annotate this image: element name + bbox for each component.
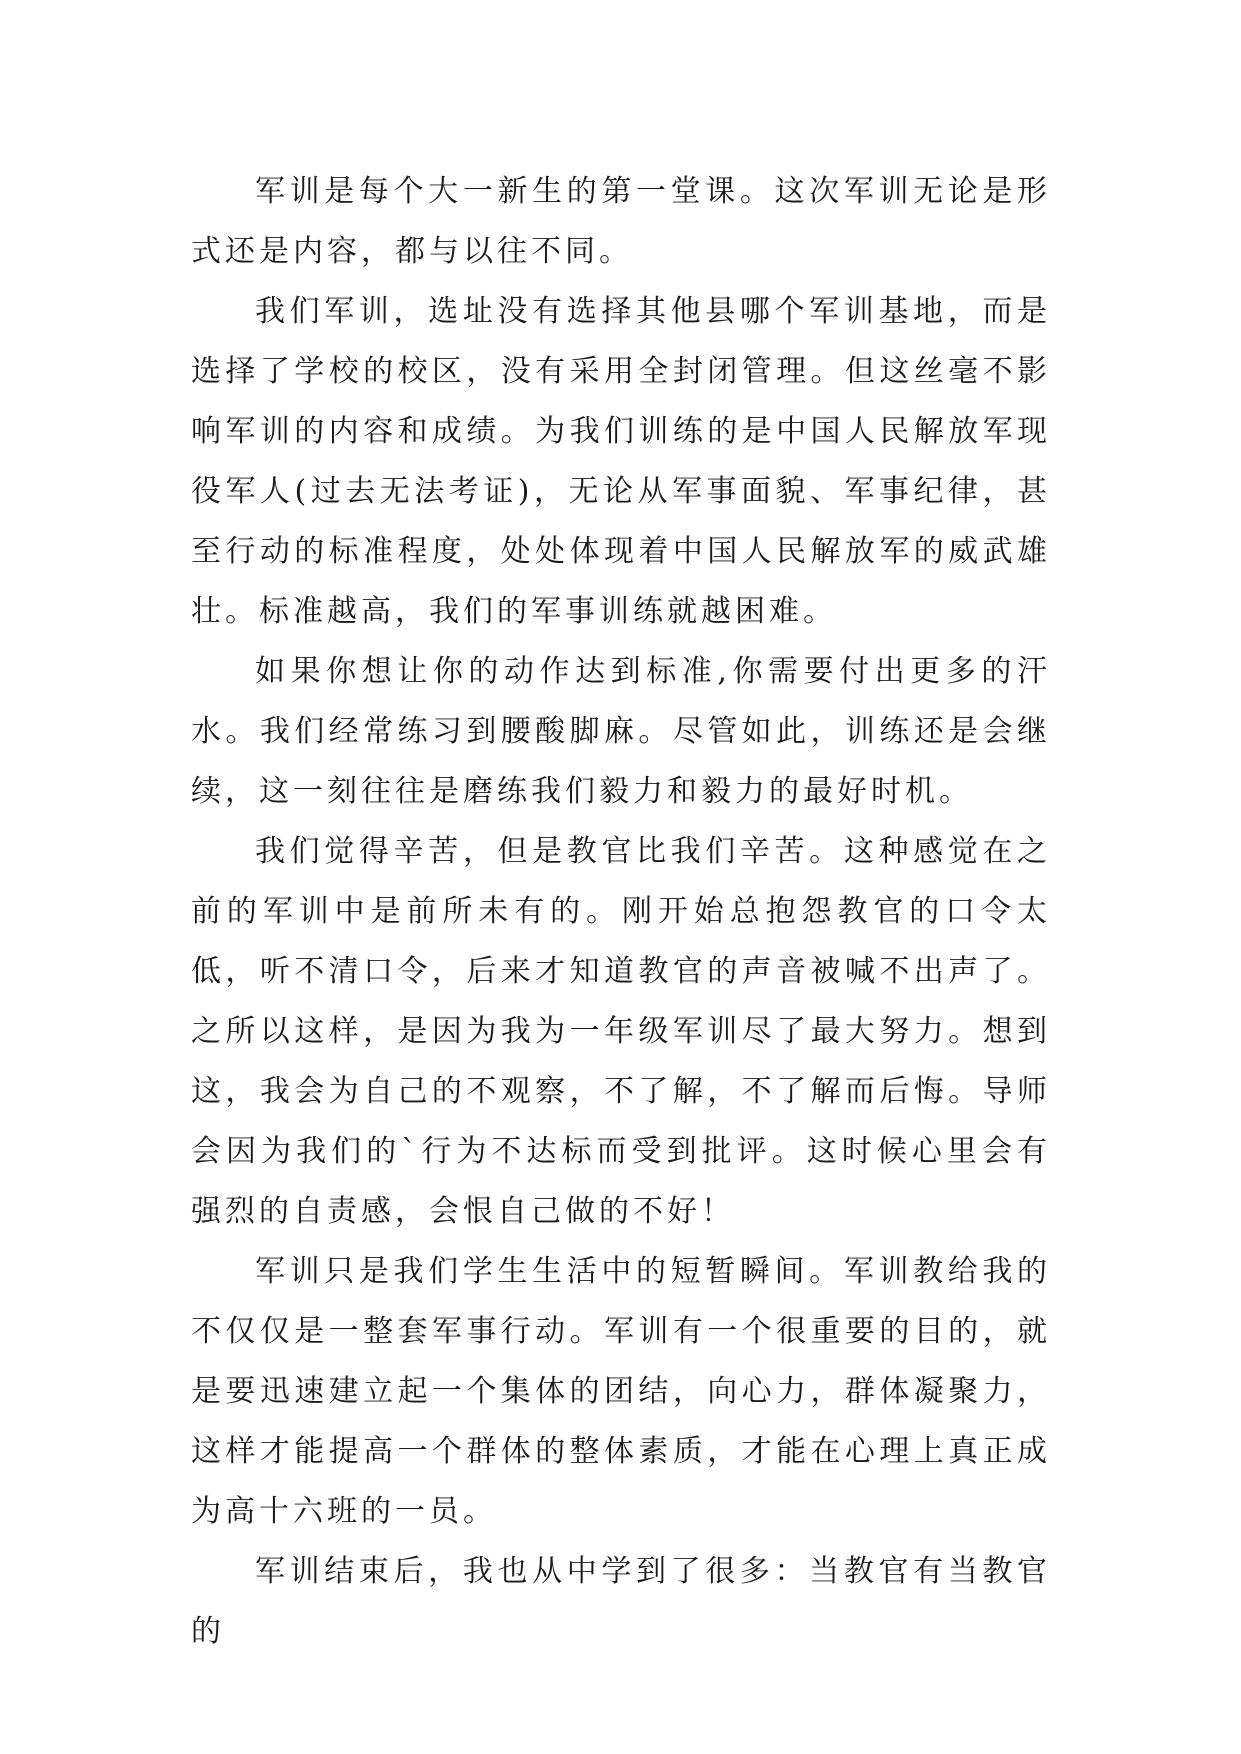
paragraph-4: 我们觉得辛苦，但是教官比我们辛苦。这种感觉在之前的军训中是前所未有的。刚开始总抱怨教官的口令太低，听不清口令，后来才知道教官的声音被喊不出声了。之所以这样，是因为我为一年级军训尽了最大努力。想到这，我会为自己的不观察，不了解，不了解而后悔。导师会因为我们的`行为不达标而受到批评。这时候心里会有强烈的自责感，会恨自己做的不好！ — [191, 834, 1051, 1229]
paragraph-2: 我们军训，选址没有选择其他县哪个军训基地，而是选择了学校的校区，没有采用全封闭管理。但这丝毫不影响军训的内容和成绩。为我们训练的是中国人民解放军现役军人(过去无法考证)，无论从军事面貌、军事纪律，甚至行动的标准程度，处处体现着中国人民解放军的威武雄壮。标准越高，我们的军事训练就越困难。 — [191, 294, 1051, 629]
paragraph-3: 如果你想让你的动作达到标准,你需要付出更多的汗水。我们经常练习到腰酸脚麻。尽管如此，训练还是会继续，这一刻往往是磨练我们毅力和毅力的最好时机。 — [191, 654, 1051, 809]
paragraph-6: 军训结束后，我也从中学到了很多：当教官有当教官的 — [191, 1554, 1051, 1649]
paragraph-1: 军训是每个大一新生的第一堂课。这次军训无论是形式还是内容，都与以往不同。 — [191, 174, 1051, 269]
document-body — [191, 162, 1051, 1662]
paragraph-5: 军训只是我们学生生活中的短暂瞬间。军训教给我的不仅仅是一整套军事行动。军训有一个很重要的目的，就是要迅速建立起一个集体的团结，向心力，群体凝聚力，这样才能提高一个群体的整体素质，才能在心理上真正成为高十六班的一员。 — [191, 1254, 1051, 1529]
